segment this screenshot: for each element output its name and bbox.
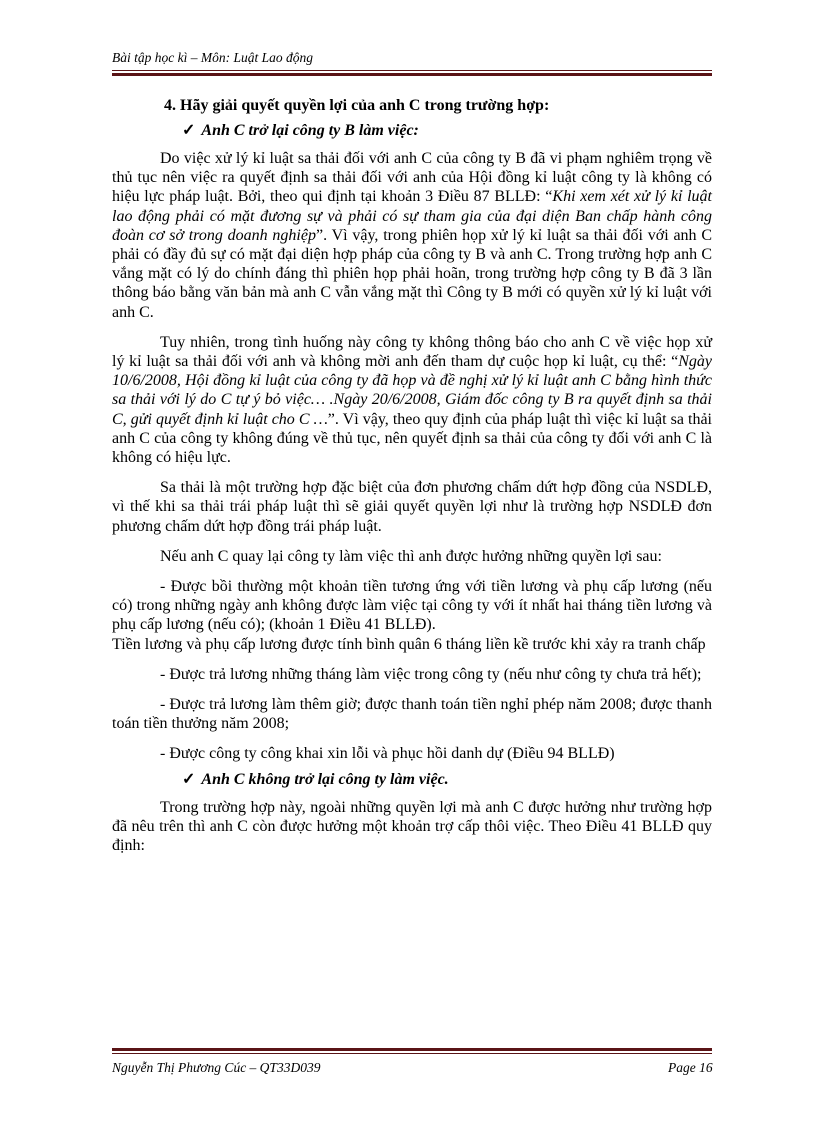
case2-title: Anh C không trở lại công ty làm việc.: [201, 770, 449, 788]
paragraph-1: Do việc xử lý kỉ luật sa thải đối với anh C của công ty B đã vi phạm nghiêm trọng về thủ tục nên việc ra quyết định sa thải đối với anh của Hội đồng kỉ luật công ty là không có hiệu lực pháp luật. Bởi, theo qui định tại khoản 3 Điều 87 BLLĐ: “Khi xem xét xử lý kỉ luật lao động phải có mặt đương sự và phải có sự tham gia của đại diện Ban chấp hành công đoàn cơ sở trong doanh nghiệp”. Vì vậy, trong phiên họp xử lý kỉ luật sa thải đối với anh C phải có đầy đủ sự có mặt đại diện hợp pháp của công ty B và anh C. Trong trường hợp anh C vắng mặt có lý do chính đáng thì phiên họp phải hoãn, trong trường hợp công ty B đã 3 lần thông báo bằng văn bản mà anh C vẫn vắng mặt thì Công ty B mới có quyền xử lý kỉ luật với anh C.: [112, 150, 713, 321]
checkmark-icon: ✓: [182, 122, 196, 139]
quote-1: Khi xem xét xử lý kỉ luật lao động phải có mặt đương sự và phải có sự tham gia của đại diện Ban chấp hành công đoàn cơ sở trong doanh nghiệp: [112, 188, 713, 244]
footer-author: Nguyễn Thị Phương Cúc – QT33D039: [112, 1060, 321, 1075]
benefit-2: - Được trả lương những tháng làm việc trong công ty (nếu như công ty chưa trả hết);: [160, 665, 702, 683]
quote-2: Ngày 10/6/2008, Hội đồng kỉ luật của công ty đã họp và đề nghị xử lý kỉ luật anh C bằng hình thức sa thải với lý do C tự ý bỏ việc… .Ngày 20/6/2008, Giám đốc công ty B ra quyết định sa thải C, gửi quyết định kỉ luật cho C …: [112, 353, 712, 428]
benefit-3: - Được trả lương làm thêm giờ; được thanh toán tiền nghỉ phép năm 2008; được thanh toán tiền thưởng năm 2008;: [112, 696, 712, 733]
paragraph-4: Nếu anh C quay lại công ty làm việc thì anh được hưởng những quyền lợi sau:: [160, 547, 662, 565]
paragraph-3: Sa thải là một trường hợp đặc biệt của đơn phương chấm dứt hợp đồng của NSDLĐ, vì thế khi sa thải trái pháp luật thì sẽ giải quyết quyền lợi như là trường hợp NSDLĐ đơn phương chấm dứt hợp đồng trái pháp luật.: [112, 479, 712, 535]
benefit-4: - Được công ty công khai xin lỗi và phục hồi danh dự (Điều 94 BLLĐ): [160, 745, 615, 763]
header-rule: [112, 70, 712, 76]
paragraph-5: Trong trường hợp này, ngoài những quyền lợi mà anh C được hưởng như trường hợp đã nêu trên thì anh C còn được hưởng một khoản trợ cấp thôi việc. Theo Điều 41 BLLĐ quy định:: [112, 798, 712, 855]
case1-heading: [112, 121, 712, 141]
benefit-1: - Được bồi thường một khoản tiền tương ứng với tiền lương và phụ cấp lương (nếu có) trong những ngày anh không được làm việc tại công ty với ít nhất hai tháng tiền lương và phụ cấp lương (nếu có); (khoản 1 Điều 41 BLLĐ).: [112, 578, 712, 634]
case2-heading: [112, 770, 712, 790]
section-heading: 4. Hãy giải quyết quyền lợi của anh C trong trường hợp:: [164, 97, 550, 114]
case1-title: Anh C trở lại công ty B làm việc:: [201, 122, 419, 139]
page-content: [112, 96, 712, 866]
footer-rule: [112, 1048, 712, 1054]
page-header-title: Bài tập học kì – Môn: Luật Lao động: [112, 50, 313, 65]
checkmark-icon: ✓: [182, 770, 196, 788]
paragraph-2: Tuy nhiên, trong tình huống này công ty không thông báo cho anh C về việc họp xử lý kỉ luật sa thải đối với anh và không mời anh đến tham dự cuộc họp kỉ luật, cụ thể: “Ngày 10/6/2008, Hội đồng kỉ luật của công ty đã họp và đề nghị xử lý kỉ luật anh C bằng hình thức sa thải với lý do C tự ý bỏ việc… .Ngày 20/6/2008, Giám đốc công ty B ra quyết định sa thải C, gửi quyết định kỉ luật cho C …”. Vì vậy, theo quy định của pháp luật thì việc kỉ luật sa thải anh C của công ty không đúng về thủ tục, nên quyết định sa thải của công ty đối với anh C là không có hiệu lực.: [112, 333, 712, 467]
benefit-1-continued: Tiền lương và phụ cấp lương được tính bình quân 6 tháng liền kề trước khi xảy ra tranh chấp: [112, 635, 706, 653]
footer-page-number: Page 16: [668, 1060, 713, 1075]
